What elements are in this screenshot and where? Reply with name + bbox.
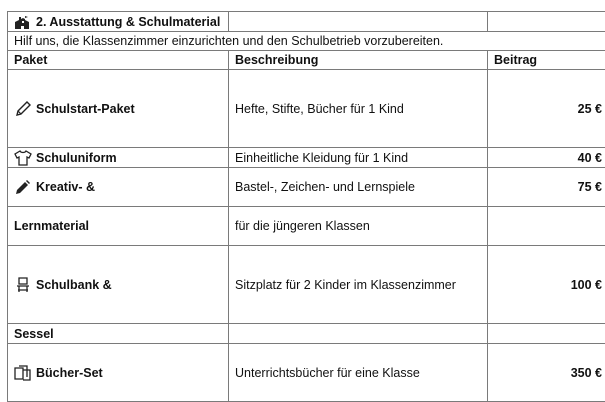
column-header-beschreibung: Beschreibung [229, 51, 488, 70]
package-name: Bücher-Set [36, 366, 103, 380]
table-row [8, 207, 605, 246]
table-row [8, 246, 605, 324]
table-row [8, 344, 605, 402]
amount-cell [488, 324, 605, 344]
amount-cell: 75 € [488, 168, 605, 207]
empty-cell [229, 12, 488, 32]
table-row [8, 148, 605, 168]
pencil-icon [14, 101, 32, 117]
description-cell: Unterrichtsbücher für eine Klasse [229, 344, 488, 402]
section-title-cell [8, 12, 229, 32]
amount-cell: 25 € [488, 70, 605, 148]
package-cell [8, 148, 229, 168]
package-name: Lernmaterial [8, 207, 229, 246]
package-name: Schulstart-Paket [36, 102, 135, 116]
intro-row [8, 32, 605, 51]
package-cell [8, 246, 229, 324]
section-intro: Hilf uns, die Klassenzimmer einzurichten und den Schulbetrieb vorzubereiten. [8, 32, 605, 51]
section-header-row [8, 12, 605, 32]
amount-cell [488, 207, 605, 246]
table-row [8, 324, 605, 344]
materials-table [7, 11, 605, 402]
description-cell: für die jüngeren Klassen [229, 207, 488, 246]
chair-icon [14, 277, 32, 293]
table-row [8, 168, 605, 207]
description-cell: Bastel-, Zeichen- und Lernspiele [229, 168, 488, 207]
table-row [8, 70, 605, 148]
column-header-beitrag: Beitrag [488, 51, 605, 70]
description-cell: Sitzplatz für 2 Kinder im Klassenzimmer [229, 246, 488, 324]
package-name: Kreativ- & [36, 180, 95, 194]
package-name: Schulbank & [36, 278, 112, 292]
description-cell [229, 324, 488, 344]
amount-cell: 100 € [488, 246, 605, 324]
column-header-paket: Paket [8, 51, 229, 70]
package-cell [8, 168, 229, 207]
description-cell: Hefte, Stifte, Bücher für 1 Kind [229, 70, 488, 148]
crayon-icon [14, 179, 32, 195]
section-title: 2. Ausstattung & Schulmaterial [36, 15, 220, 29]
package-cell [8, 344, 229, 402]
package-name: Schuluniform [36, 151, 117, 165]
shirt-icon [14, 150, 32, 166]
amount-cell: 350 € [488, 344, 605, 402]
school-icon [14, 14, 32, 30]
amount-cell: 40 € [488, 148, 605, 168]
column-header-row [8, 51, 605, 70]
description-cell: Einheitliche Kleidung für 1 Kind [229, 148, 488, 168]
package-cell [8, 70, 229, 148]
empty-cell [488, 12, 605, 32]
package-name: Sessel [8, 324, 229, 344]
books-icon [14, 365, 32, 381]
